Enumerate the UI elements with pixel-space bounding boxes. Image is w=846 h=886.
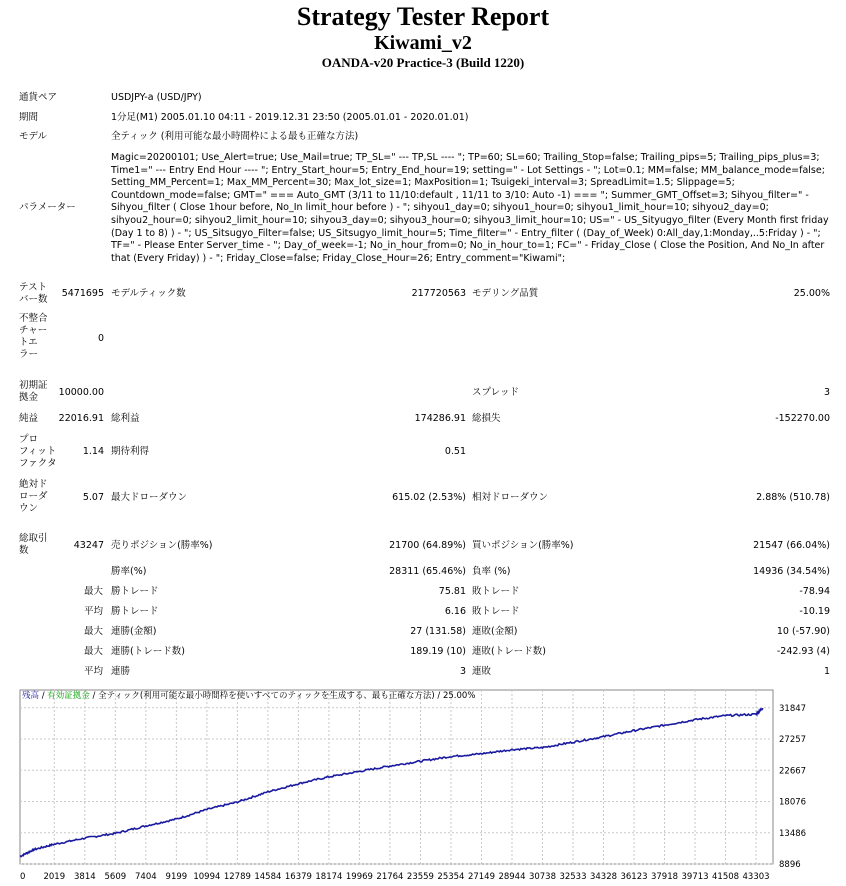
ticks-value: 217720563 <box>411 288 466 299</box>
legend-separator: / <box>41 691 45 701</box>
y-tick-label: 31847 <box>779 703 807 714</box>
detail-right-value: -242.93 (4) <box>776 646 830 657</box>
x-tick-label: 21764 <box>376 872 404 882</box>
detail-prefix: 平均 <box>83 606 103 617</box>
trades-label-2: 数 <box>19 545 29 556</box>
x-tick-label: 37918 <box>650 872 679 882</box>
legend-separator: / <box>92 691 96 701</box>
x-tick-label: 7404 <box>135 872 157 882</box>
legend-balance: 残高 <box>22 691 40 701</box>
model-label: モデル <box>19 131 48 142</box>
mismatch-label-3: トエ <box>19 337 38 348</box>
deposit-value: 10000.00 <box>58 387 104 398</box>
plot-area <box>20 690 773 864</box>
x-tick-label: 30738 <box>528 872 557 882</box>
x-tick-label: 9199 <box>165 872 188 882</box>
detail-left-value: 75.81 <box>438 586 466 597</box>
bars-value: 5471695 <box>61 288 104 299</box>
abs-dd-label-1: 絶対ド <box>19 479 48 490</box>
x-tick-label: 2019 <box>43 872 66 882</box>
detail-right-label: 連敗(金額) <box>472 626 518 637</box>
x-tick-label: 32533 <box>559 872 587 882</box>
ea-name: Kiwami_v2 <box>374 32 472 54</box>
detail-right-value: -10.19 <box>799 606 830 617</box>
spread-label: スプレッド <box>472 387 520 398</box>
win-label: 勝率(%) <box>111 566 147 577</box>
symbol-label: 通貨ペア <box>19 92 58 103</box>
x-tick-label: 18174 <box>315 872 343 882</box>
server-build: OANDA-v20 Practice-3 (Build 1220) <box>321 55 525 70</box>
spread-value: 3 <box>823 387 830 398</box>
legend-quality: 25.00% <box>442 691 476 701</box>
x-tick-label: 43303 <box>742 872 770 882</box>
x-tick-label: 0 <box>20 872 26 882</box>
max-dd-value: 615.02 (2.53%) <box>392 492 466 503</box>
detail-prefix: 最大 <box>83 586 103 597</box>
net-value: 22016.91 <box>58 413 104 424</box>
detail-left-value: 6.16 <box>444 606 466 617</box>
loss-label: 負率 (%) <box>472 566 511 577</box>
y-tick-label: 27257 <box>779 735 807 746</box>
max-dd-label: 最大ドローダウン <box>111 492 188 503</box>
detail-left-label: 連勝(金額) <box>111 626 157 637</box>
trades-value: 43247 <box>73 540 104 551</box>
legend-equity: 有効証拠金 <box>47 691 90 701</box>
mismatch-label-2: チャー <box>19 325 48 336</box>
deposit-label-1: 初期証 <box>19 380 48 391</box>
mismatch-label-1: 不整合 <box>19 313 48 324</box>
rel-dd-label: 相対ドローダウン <box>472 492 549 503</box>
ticks-label: モデルティック数 <box>111 288 186 299</box>
win-value: 28311 (65.46%) <box>389 566 466 577</box>
quality-label: モデリング品質 <box>472 288 539 299</box>
detail-right-value: 1 <box>823 666 830 677</box>
detail-left-value: 3 <box>459 666 466 677</box>
x-tick-label: 39713 <box>681 872 709 882</box>
x-tick-label: 16379 <box>284 872 312 882</box>
x-tick-label: 19969 <box>345 872 373 882</box>
x-tick-label: 23559 <box>406 872 434 882</box>
detail-right-value: 10 (-57.90) <box>776 626 830 637</box>
report-title: Strategy Tester Report <box>296 2 550 31</box>
detail-right-label: 敗トレード <box>472 606 520 617</box>
mismatch-label-4: ラー <box>19 349 39 360</box>
period-value: 1分足(M1) 2005.01.10 04:11 - 2019.12.31 23:50 (2005.01.01 - 2020.01.01) <box>111 112 469 123</box>
long-label: 買いポジション(勝率%) <box>472 540 574 551</box>
y-tick-label: 18076 <box>779 797 807 808</box>
abs-dd-label-2: ローダ <box>19 491 48 502</box>
detail-prefix: 平均 <box>83 666 103 677</box>
x-tick-label: 12789 <box>223 872 251 882</box>
y-tick-label: 8896 <box>779 860 801 870</box>
legend-separator: / <box>437 691 441 701</box>
symbol-value: USDJPY-a (USD/JPY) <box>111 92 202 103</box>
x-tick-label: 28944 <box>498 872 526 882</box>
pf-label-2: フィット <box>19 446 57 457</box>
bars-label-1: テスト <box>19 282 48 293</box>
detail-right-label: 連敗(トレード数) <box>472 646 546 657</box>
params-label: パラメーター <box>19 202 76 213</box>
x-tick-label: 36123 <box>620 872 648 882</box>
abs-dd-label-3: ウン <box>19 503 39 514</box>
detail-left-label: 連勝 <box>111 666 131 677</box>
expected-label: 期待利得 <box>111 446 150 457</box>
detail-right-value: -78.94 <box>799 586 830 597</box>
abs-dd-value: 5.07 <box>82 492 104 503</box>
bars-label-2: バー数 <box>19 294 48 305</box>
trades-label-1: 総取引 <box>19 533 48 544</box>
gross-profit-label: 総利益 <box>111 413 140 424</box>
balance-chart-svg <box>18 688 828 883</box>
deposit-label-2: 拠金 <box>19 392 39 403</box>
x-tick-label: 25354 <box>437 872 465 882</box>
x-tick-label: 34328 <box>589 872 618 882</box>
gross-profit-value: 174286.91 <box>414 413 466 424</box>
detail-left-value: 27 (131.58) <box>410 626 466 637</box>
detail-prefix: 最大 <box>83 646 103 657</box>
gross-loss-value: -152270.00 <box>775 413 830 424</box>
expected-value: 0.51 <box>444 446 466 457</box>
pf-value: 1.14 <box>82 446 104 457</box>
gross-loss-label: 総損失 <box>472 413 501 424</box>
short-value: 21700 (64.89%) <box>389 540 466 551</box>
detail-right-label: 敗トレード <box>472 586 520 597</box>
y-tick-label: 13486 <box>779 828 807 839</box>
x-tick-label: 3814 <box>74 872 96 882</box>
x-tick-label: 5609 <box>104 872 127 882</box>
balance-chart <box>18 688 828 883</box>
x-tick-label: 10994 <box>193 872 221 882</box>
period-label: 期間 <box>19 112 39 123</box>
detail-left-value: 189.19 (10) <box>410 646 466 657</box>
detail-left-label: 勝トレード <box>111 606 159 617</box>
y-tick-label: 22667 <box>779 766 807 777</box>
detail-left-label: 勝トレード <box>111 586 159 597</box>
legend-model: 全ティック(利用可能な最小時間枠を使いすべてのティックを生成する、最も正確な方法) <box>98 691 435 701</box>
quality-value: 25.00% <box>793 288 830 299</box>
model-value: 全ティック (利用可能な最小時間枠による最も正確な方法) <box>111 131 359 142</box>
x-tick-label: 14584 <box>254 872 282 882</box>
detail-left-label: 連勝(トレード数) <box>111 646 185 657</box>
detail-prefix: 最大 <box>83 626 103 637</box>
net-label: 純益 <box>19 413 39 424</box>
short-label: 売りポジション(勝率%) <box>111 540 213 551</box>
chart-legend <box>22 689 475 701</box>
x-tick-label: 27149 <box>467 872 495 882</box>
loss-value: 14936 (34.54%) <box>753 566 830 577</box>
x-tick-label: 41508 <box>712 872 740 882</box>
pf-label-1: プロ <box>19 434 39 445</box>
pf-label-3: ファクタ <box>19 458 57 469</box>
mismatch-value: 0 <box>97 333 104 344</box>
long-value: 21547 (66.04%) <box>753 540 830 551</box>
params-value: Magic=20200101; Use_Alert=true; Use_Mail=true; TP_SL=" --- TP,SL ---- "; TP=60; SL=60; Trailing_Stop=false; Trailing_pips=5; Trailing_pips_plus=3; Time1=" --- Entry End Hour ---- "; Entry_Start_hour=5; Entry_End_hour=19; setting=" - Lot Settings - "; Lot=0.1; MM=false; MM_balance_mode=false; Setting_MM_Percent=1; Max_MM_Percent=30; Max_lot_size=1; MaxPosition=1; Tsuigeki_interval=3; SpreadLimit=1.5; Slippage=5; Countdown_mode=false; GMT=" === Auto_GMT (3/11 to 11/10:default , 11/11 to 3/10: Auto -1) === "; Summer_GMT_Offset=3; Sihyou_filter=" - Sihyou_filter ( Close 1hour before, No_In limit_hour before ) - "; sihyou1_day=0; sihyou1_hour=0; sihyou1_limit_hour=10; sihyou2_day=0; sihyou2_hour=0; sihyou2_limit_hour=10; sihyou3_day=0; sihyou3_hour=0; sihyou3_limit_hour=10; US=" - US_Sityugyo_filter (Every Month first friday (Day 1 to 8) ) - "; US_Sitsugyo_Filter=false; US_Sitsugyo_limit_hour=5; Time_filter=" - Entry_filter ( (Day_of_Week) 0:All_day,1:Monday,..5:Friday ) - "; TF=" - Please Enter Server_time - "; Day_of_week=-1; No_in_hour_from=0; No_in_hour_to=1; FC=" - Friday_Close ( Close the Position, And No_In after that (Every Friday) ) - "; Friday_Close=false; Friday_Close_Hour=26; Entry_comment="Kiwami"; <box>111 152 829 264</box>
rel-dd-value: 2.88% (510.78) <box>756 492 830 503</box>
detail-right-label: 連敗 <box>472 666 492 677</box>
